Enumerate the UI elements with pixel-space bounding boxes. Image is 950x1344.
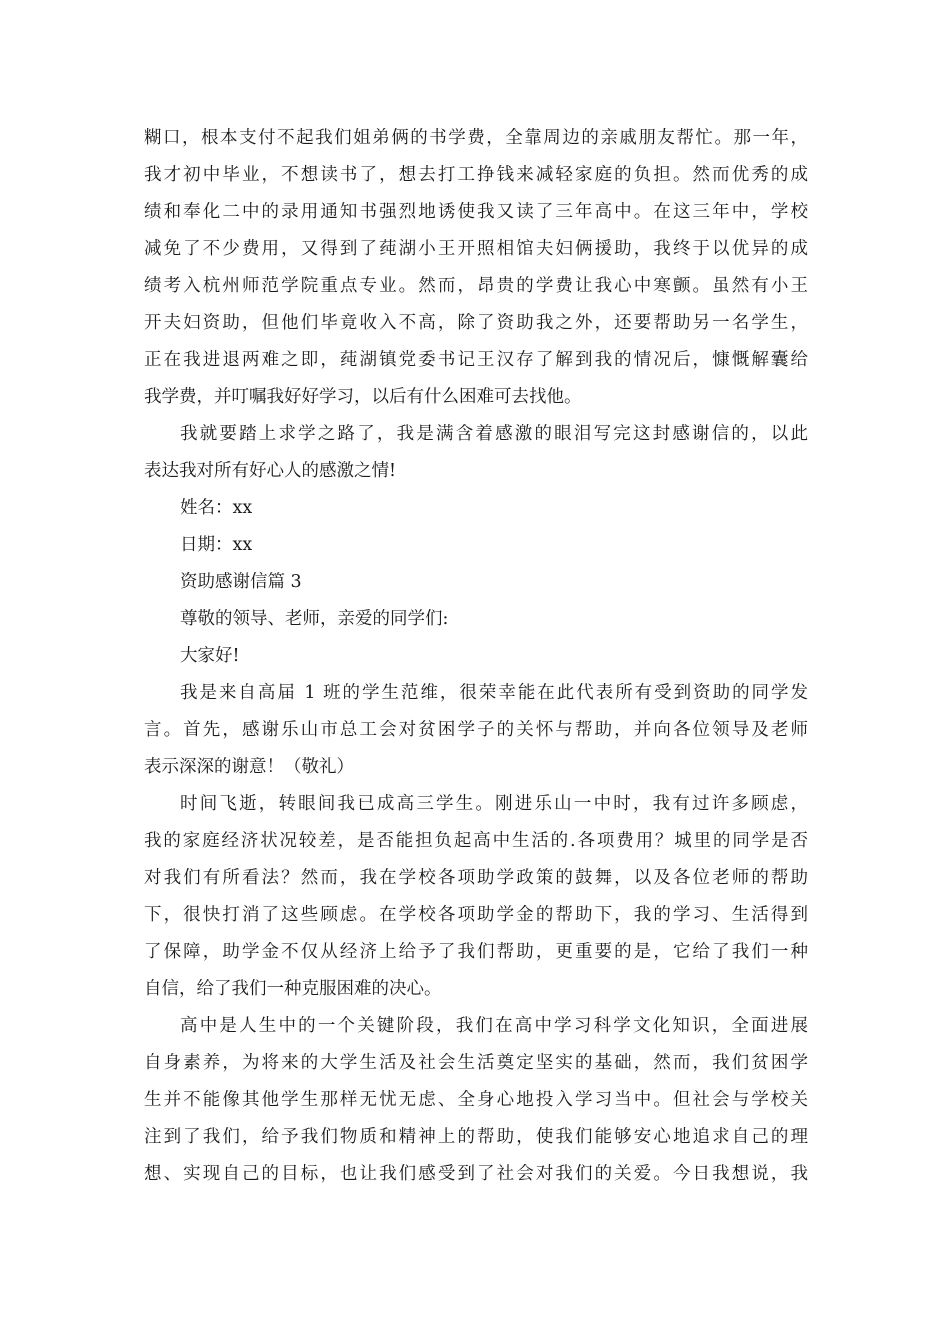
greeting: 大家好! [180, 646, 240, 666]
salutation: 尊敬的领导、老师，亲爱的同学们: [180, 609, 449, 629]
signature-name: 姓名：xx [180, 498, 253, 518]
paragraph [144, 1008, 808, 1193]
text-line: 绩考入杭州师范学院重点专业。然而，昂贵的学费让我心中寒颤。虽然有小王 [144, 276, 808, 296]
text-line: 生并不能像其他学生那样无忧无虑、全身心地投入学习当中。但社会与学校关 [144, 1090, 808, 1110]
text-line: 注到了我们，给予我们物质和精神上的帮助，使我们能够安心地追求自己的理 [144, 1127, 808, 1147]
text-line: 我学费，并叮嘱我好好学习，以后有什么困难可去找他。 [144, 387, 582, 407]
text-line: 自身素养，为将来的大学生活及社会生活奠定坚实的基础，然而，我们贫困学 [144, 1053, 808, 1073]
text-line: 开夫妇资助，但他们毕竟收入不高，除了资助我之外，还要帮助另一名学生， [144, 313, 808, 333]
text-line: 对我们有所看法？然而，我在学校各项助学政策的鼓舞，以及各位老师的帮助 [144, 868, 808, 888]
text-line: 我就要踏上求学之路了，我是满含着感激的眼泪写完这封感谢信的，以此 [180, 424, 808, 444]
document-body [144, 120, 808, 1193]
signature-date: 日期：xx [180, 535, 253, 555]
paragraph [144, 416, 808, 490]
text-line: 我才初中毕业，不想读书了，想去打工挣钱来减轻家庭的负担。然而优秀的成 [144, 165, 808, 185]
text-line: 我是来自高届 1 班的学生范维，很荣幸能在此代表所有受到资助的同学发 [180, 683, 808, 703]
text-line: 正在我进退两难之即，莼湖镇党委书记王汉存了解到我的情况后，慷慨解囊给 [144, 350, 808, 370]
text-line: 表达我对所有好心人的感激之情! [144, 461, 397, 481]
text-line: 绩和奉化二中的录用通知书强烈地诱使我又读了三年高中。在这三年中，学校 [144, 202, 808, 222]
text-line: 表示深深的谢意！（敬礼） [144, 757, 354, 777]
text-line: 了保障，助学金不仅从经济上给予了我们帮助，更重要的是，它给了我们一种 [144, 942, 808, 962]
text-line: 我的家庭经济状况较差，是否能担负起高中生活的.各项费用？城里的同学是否 [144, 831, 808, 851]
text-line: 高中是人生中的一个关键阶段，我们在高中学习科学文化知识，全面进展 [180, 1016, 808, 1036]
text-line: 下，很快打消了这些顾虑。在学校各项助学金的帮助下，我的学习、生活得到 [144, 905, 808, 925]
text-line: 减免了不少费用，又得到了莼湖小王开照相馆夫妇俩援助，我终于以优异的成 [144, 239, 808, 259]
paragraph [144, 120, 808, 416]
section-title: 资助感谢信篇 3 [180, 572, 302, 592]
text-line: 言。首先，感谢乐山市总工会对贫困学子的关怀与帮助，并向各位领导及老师 [144, 720, 808, 740]
paragraph [144, 786, 808, 1008]
text-line: 时间飞逝，转眼间我已成高三学生。刚进乐山一中时，我有过许多顾虑， [180, 794, 808, 814]
paragraph [144, 675, 808, 786]
text-line: 自信，给了我们一种克服困难的决心。 [144, 979, 442, 999]
text-line: 想、实现自己的目标，也让我们感受到了社会对我们的关爱。今日我想说，我 [144, 1164, 808, 1184]
text-line: 糊口，根本支付不起我们姐弟俩的书学费，全靠周边的亲戚朋友帮忙。那一年， [144, 128, 808, 148]
